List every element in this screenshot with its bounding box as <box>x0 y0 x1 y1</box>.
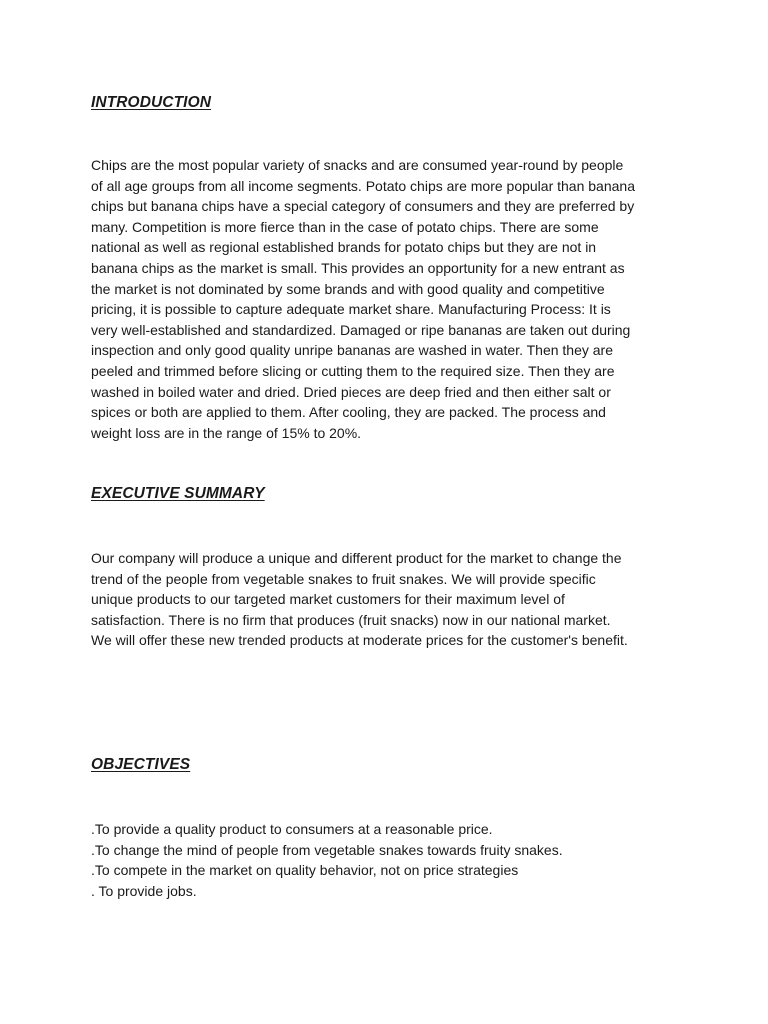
introduction-line: banana chips as the market is small. This provides an opportunity for a new entrant as <box>91 259 625 276</box>
introduction-heading: INTRODUCTION <box>91 94 212 111</box>
introduction-line: very well-established and standardized. Damaged or ripe bananas are taken out during <box>91 321 631 338</box>
introduction-line: washed in boiled water and dried. Dried pieces are deep fried and then either salt or <box>91 383 611 400</box>
executive-summary-line: trend of the people from vegetable snakes to fruit snakes. We will provide specific <box>91 570 596 587</box>
objective-item: .To provide a quality product to consumers at a reasonable price. <box>91 821 493 837</box>
executive-summary-line: satisfaction. There is no firm that produces (fruit snacks) now in our national market. <box>91 611 611 628</box>
introduction-line: peeled and trimmed before slicing or cutting them to the required size. Then they are <box>91 362 615 379</box>
objective-item: . To provide jobs. <box>91 882 197 899</box>
objective-item: .To compete in the market on quality behavior, not on price strategies <box>91 862 519 879</box>
objectives-heading: OBJECTIVES <box>91 756 191 773</box>
objective-item: .To change the mind of people from vegetable snakes towards fruity snakes. <box>91 841 563 858</box>
introduction-line: national as well as regional established brands for potato chips but they are not in <box>91 239 597 256</box>
introduction-line: weight loss are in the range of 15% to 20%. <box>91 424 362 441</box>
introduction-line: Chips are the most popular variety of snacks and are consumed year-round by people <box>91 157 624 173</box>
introduction-line: spices or both are applied to them. After cooling, they are packed. The process and <box>91 404 606 421</box>
executive-summary-line: We will offer these new trended products at moderate prices for the customer's benefit. <box>91 632 628 649</box>
executive-summary-line: Our company will produce a unique and different product for the market to change the <box>91 550 622 566</box>
introduction-line: many. Competition is more fierce than in the case of potato chips. There are some <box>91 218 599 235</box>
executive-summary-paragraph <box>91 548 691 651</box>
introduction-line: pricing, it is possible to capture adequate market share. Manufacturing Process: It is <box>91 301 611 318</box>
introduction-line: inspection and only good quality unripe bananas are washed in water. Then they are <box>91 342 613 359</box>
objectives-list <box>91 819 691 901</box>
introduction-line: of all age groups from all income segments. Potato chips are more popular than banana <box>91 177 635 194</box>
introduction-line: the market is not dominated by some brands and with good quality and competitive <box>91 280 605 297</box>
executive-summary-heading: EXECUTIVE SUMMARY <box>91 485 265 502</box>
introduction-paragraph <box>91 155 691 443</box>
executive-summary-line: unique products to our targeted market customers for their maximum level of <box>91 591 565 608</box>
introduction-line: chips but banana chips have a special category of consumers and they are preferred by <box>91 198 635 215</box>
